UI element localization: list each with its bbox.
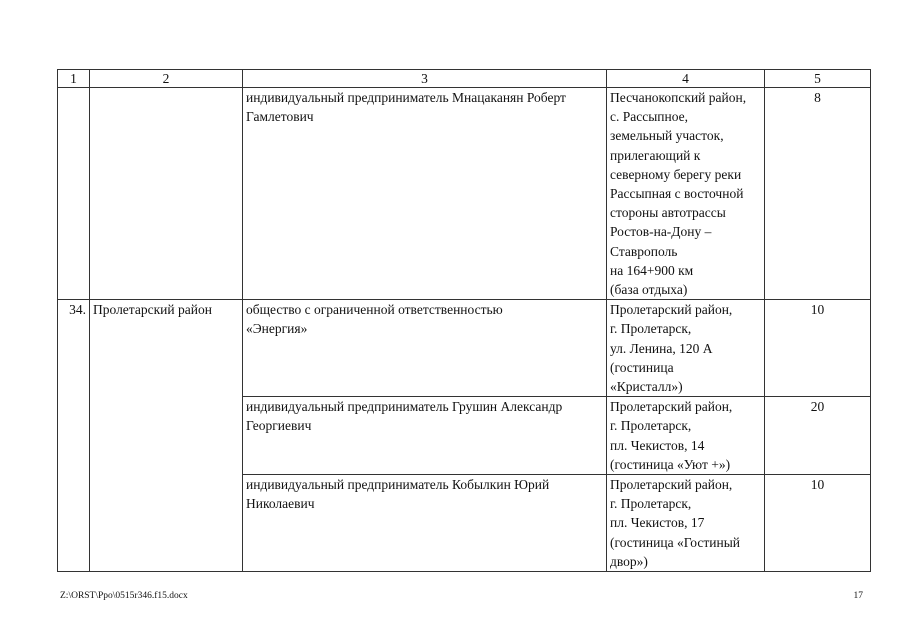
table-header-row: [58, 70, 871, 88]
table-row: [58, 88, 871, 300]
location-cell: Пролетарский район, г. Пролетарск, ул. Ленина, 120 А (гостиница «Кристалл»): [607, 300, 765, 397]
entity-cell: индивидуальный предприниматель Грушин Александр Георгиевич: [243, 397, 607, 475]
page-number: 17: [853, 591, 863, 601]
count-cell: 20: [765, 397, 871, 475]
district-cell: [90, 88, 243, 300]
header-cell-5: 5: [765, 70, 871, 88]
location-cell: Пролетарский район, г. Пролетарск, пл. Чекистов, 17 (гостиница «Гостиный двор»): [607, 475, 765, 572]
row-number: 34.: [58, 300, 90, 572]
district-cell: Пролетарский район: [90, 300, 243, 572]
location-cell: Пролетарский район, г. Пролетарск, пл. Чекистов, 14 (гостиница «Уют +»): [607, 397, 765, 475]
document-table: [57, 69, 871, 572]
row-number: [58, 88, 90, 300]
header-cell-1: 1: [58, 70, 90, 88]
footer-file-path: Z:\ORST\Ppo\0515r346.f15.docx: [60, 591, 188, 601]
location-cell: Песчанокопский район, с. Рассыпное, земельный участок, прилегающий к северному берегу реки Рассыпная с восточной стороны автотрассы Ростов-на-Дону – Ставрополь на 164+900 км (база отдыха): [607, 88, 765, 300]
header-cell-3: 3: [243, 70, 607, 88]
count-cell: 8: [765, 88, 871, 300]
entity-cell: индивидуальный предприниматель Кобылкин Юрий Николаевич: [243, 475, 607, 572]
table-row: [58, 300, 871, 397]
count-cell: 10: [765, 300, 871, 397]
entity-cell: индивидуальный предприниматель Мнацаканян Роберт Гамлетович: [243, 88, 607, 300]
header-cell-2: 2: [90, 70, 243, 88]
header-cell-4: 4: [607, 70, 765, 88]
entity-cell: общество с ограниченной ответственностью «Энергия»: [243, 300, 607, 397]
count-cell: 10: [765, 475, 871, 572]
